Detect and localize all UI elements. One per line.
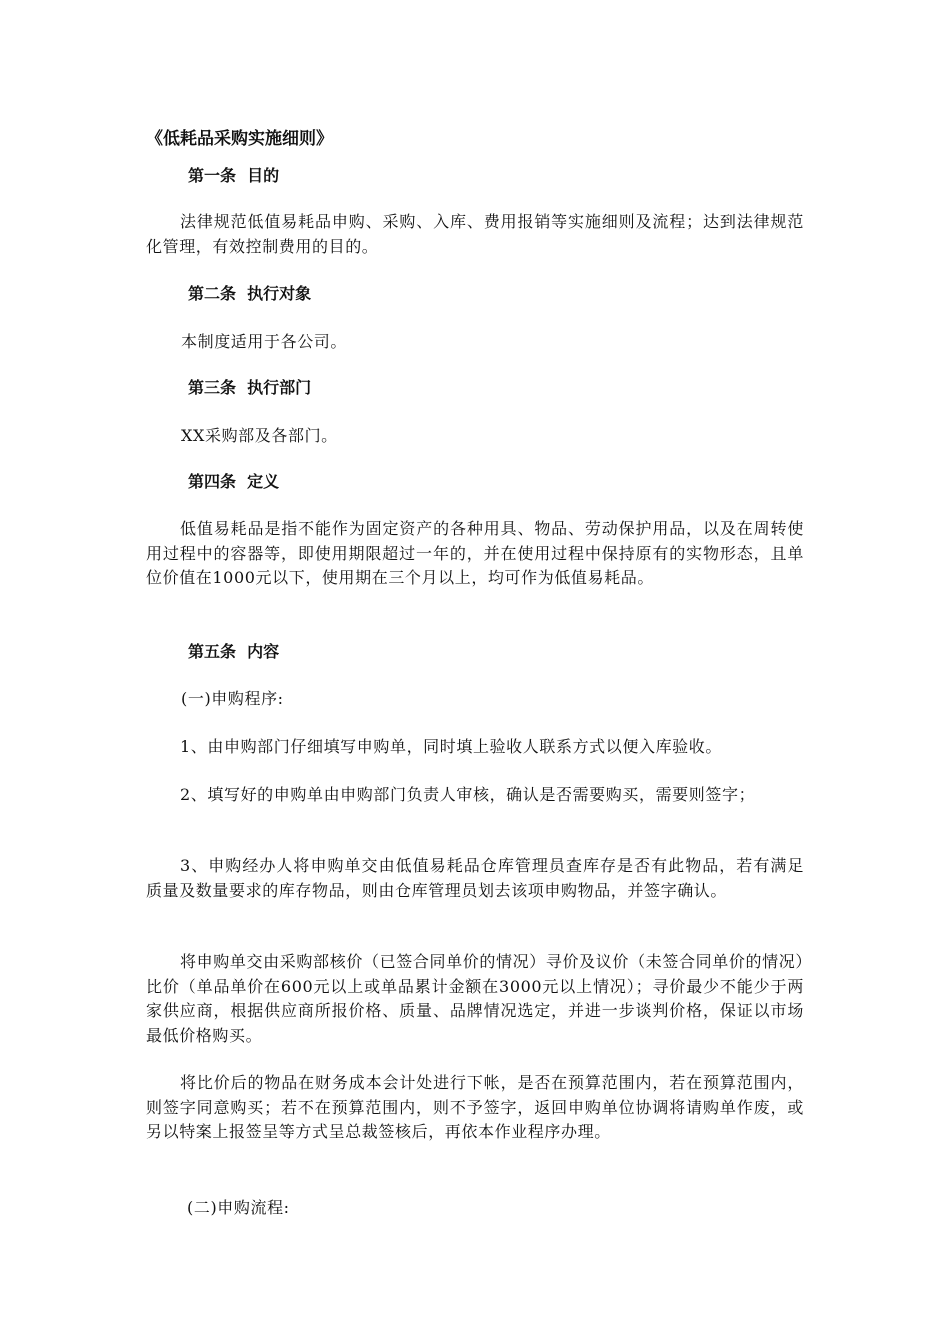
procedure-item-1: 1、由申购部门仔细填写申购单，同时填上验收人联系方式以便入库验收。 — [180, 737, 722, 756]
procedure-item-2: 2、填写好的申购单由申购部门负责人审核，确认是否需要购买，需要则签字； — [180, 785, 756, 804]
article-3-body: XX采购部及各部门。 — [181, 426, 338, 445]
section-1-title: (一)申购程序: — [181, 689, 284, 708]
article-4-body: 低值易耗品是指不能作为固定资产的各种用具、物品、劳动保护用品，以及在周转使用过程中的容器等，即使用期限超过一年的，并在使用过程中保持原有的实物形态，且单位价值在1000元以下，使用期在三个月以上，均可作为低值易耗品。 — [146, 519, 804, 587]
article-4-heading: 第四条 定义 — [188, 472, 280, 491]
document-title: 《低耗品采购实施细则》 — [146, 129, 333, 149]
article-1-body: 法律规范低值易耗品申购、采购、入库、费用报销等实施细则及流程；达到法律规范化管理，有效控制费用的目的。 — [146, 212, 804, 256]
article-2-heading: 第二条 执行对象 — [188, 284, 312, 303]
article-1-heading: 第一条 目的 — [188, 166, 280, 185]
procedure-item-3: 3、申购经办人将申购单交由低值易耗品仓库管理员查库存是否有此物品，若有满足质量及数量要求的库存物品，则由仓库管理员划去该项申购物品，并签字确认。 — [146, 856, 804, 900]
section-2-title: (二)申购流程: — [187, 1198, 290, 1217]
article-5-heading: 第五条 内容 — [188, 642, 280, 661]
article-2-body: 本制度适用于各公司。 — [181, 332, 348, 351]
article-3-heading: 第三条 执行部门 — [188, 378, 312, 397]
procedure-paragraph-4: 将申购单交由采购部核价（已签合同单价的情况）寻价及议价（未签合同单价的情况）比价（单品单价在600元以上或单品累计金额在3000元以上情况）；寻价最少不能少于两家供应商，根据供应商所报价格、质量、品牌情况选定，并进一步谈判价格，保证以市场最低价格购买。 — [146, 952, 804, 1045]
procedure-paragraph-5: 将比价后的物品在财务成本会计处进行下帐，是否在预算范围内，若在预算范围内，则签字同意购买；若不在预算范围内，则不予签字，返回申购单位协调将请购单作废，或另以特案上报签呈等方式呈总裁签核后，再依本作业程序办理。 — [146, 1073, 804, 1141]
